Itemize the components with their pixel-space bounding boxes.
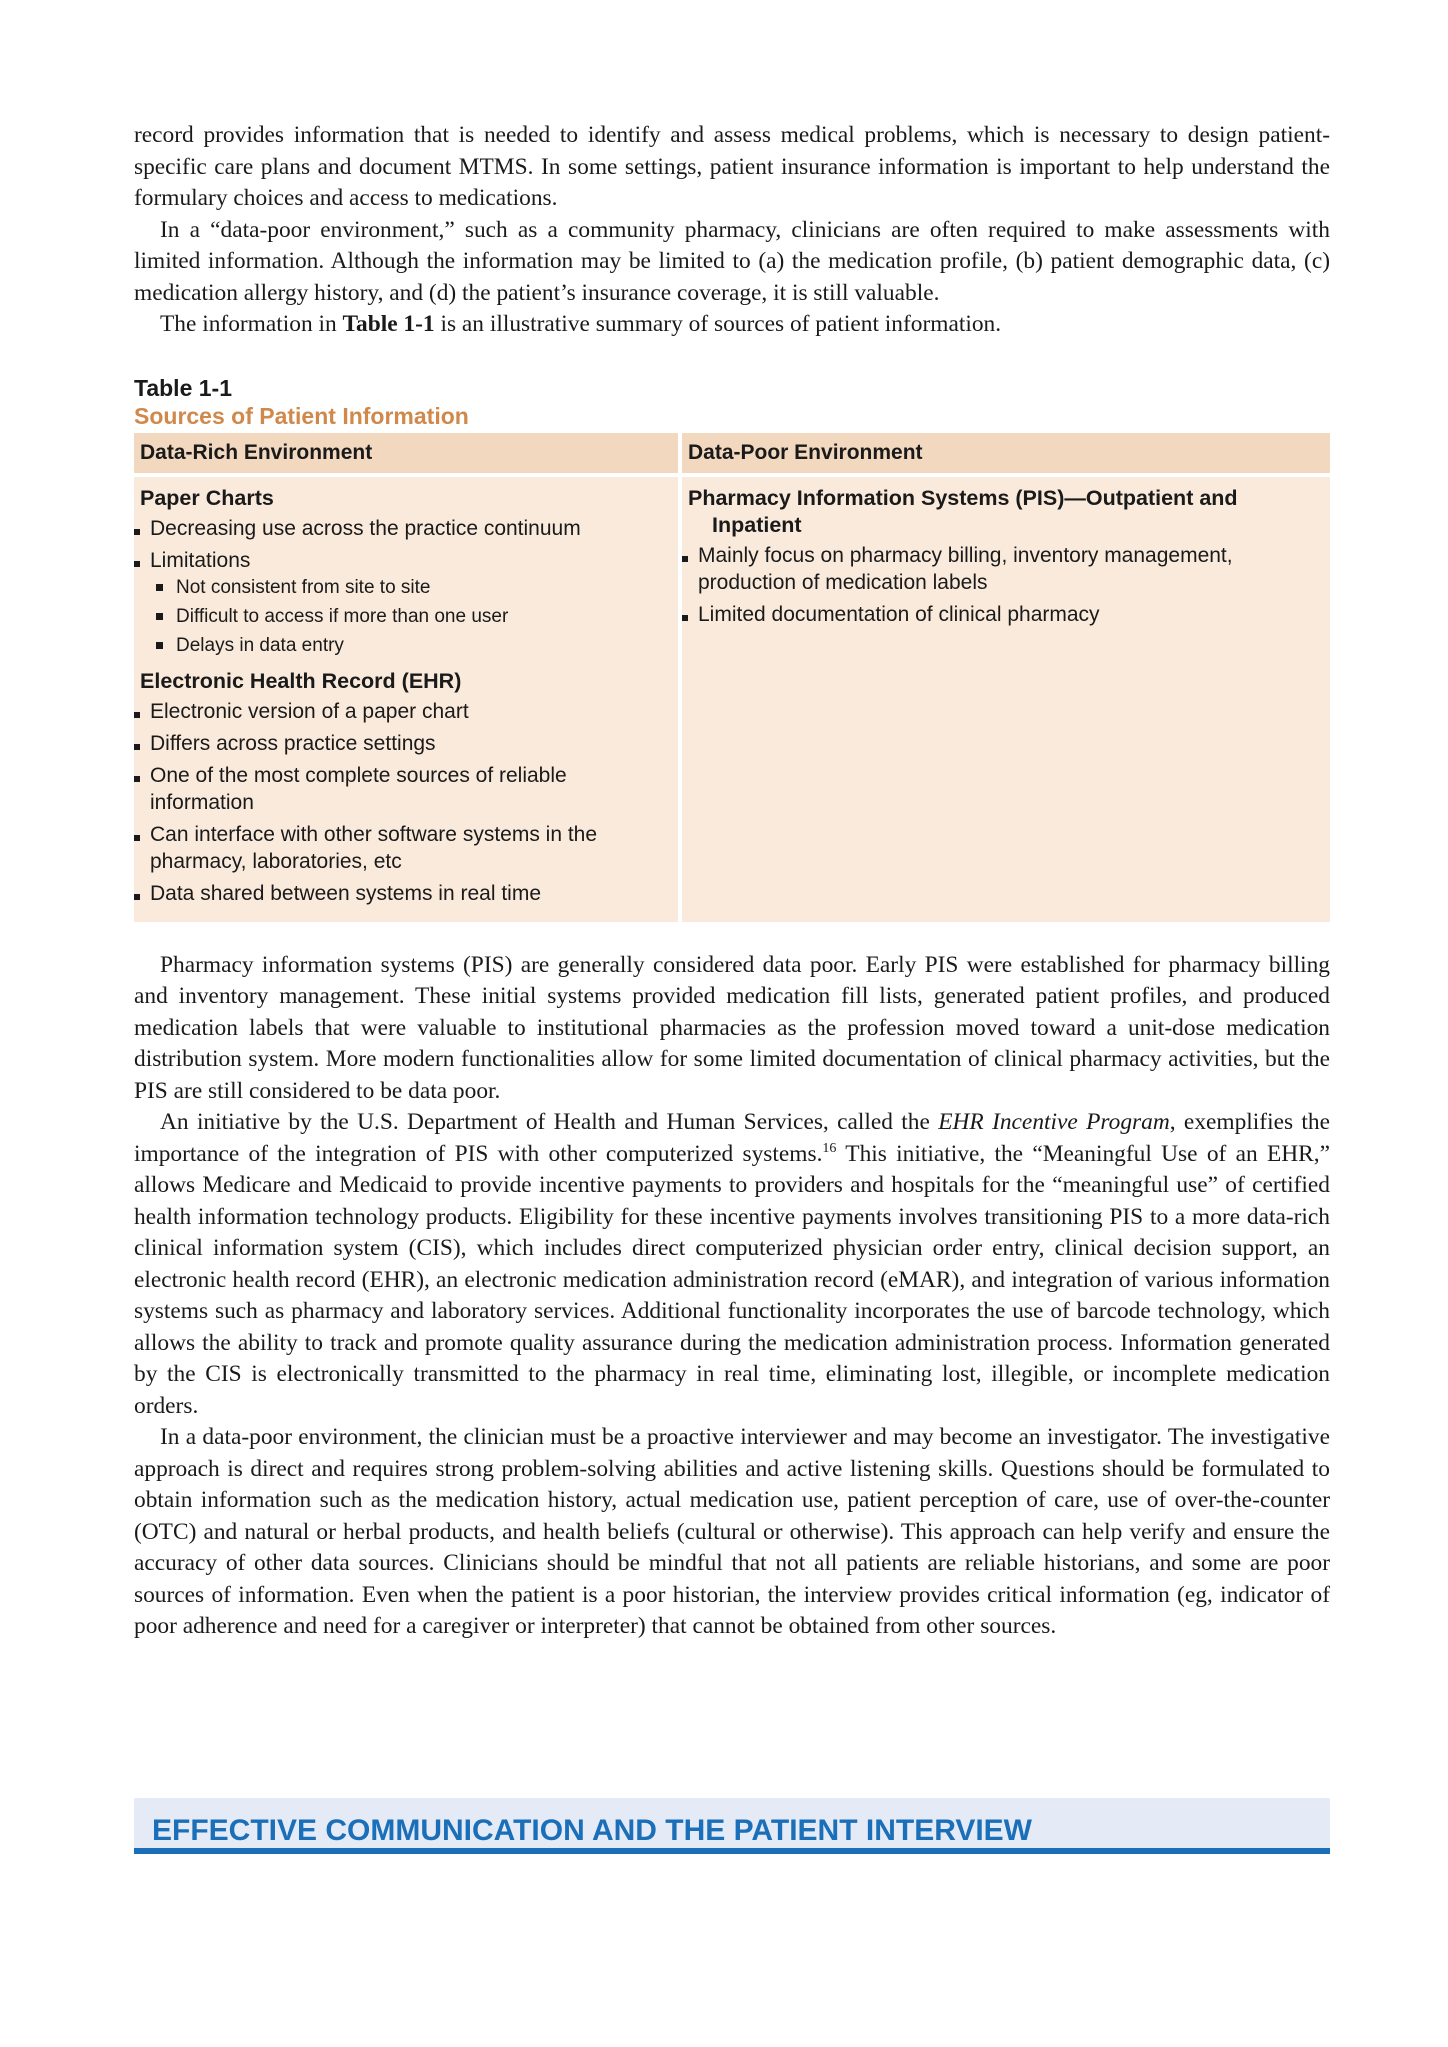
table-header-row xyxy=(134,433,1330,475)
list-item: Data shared between systems in real time xyxy=(134,880,672,907)
list-item-label: Limitations xyxy=(150,548,251,572)
intro-paragraph-2: In a “data-poor environment,” such as a community pharmacy, clinicians are often required to make assessments with limited information. Although the information may be limited to (a) the medication profile, (b) patient demographic data, (c) medication allergy history, and (d) the patient’s insurance coverage, it is still valuable. xyxy=(134,216,1330,306)
ehr-heading: Electronic Health Record (EHR) xyxy=(140,668,462,693)
data-poor-cell xyxy=(680,475,1330,922)
intro-p3-pre: The information in xyxy=(160,311,343,337)
paper-charts-heading: Paper Charts xyxy=(140,485,274,510)
section-heading-bar xyxy=(134,1798,1330,1854)
body-p2-mid: , exemplifies the importance of the integration of PIS with other computerized systems. xyxy=(134,1109,1330,1167)
table-title: Sources of Patient Information xyxy=(134,402,469,429)
list-item xyxy=(134,547,672,658)
body-paragraph-2 xyxy=(134,1107,1330,1422)
list-item: Mainly focus on pharmacy billing, inventory management, production of medication labels xyxy=(682,542,1324,596)
table-body-row xyxy=(134,475,1330,922)
program-name: EHR Incentive Program xyxy=(938,1109,1170,1135)
table-reference: Table 1-1 xyxy=(342,311,435,337)
page-content xyxy=(134,120,1330,1643)
list-item: Electronic version of a paper chart xyxy=(134,698,672,725)
paper-charts-list xyxy=(140,515,672,658)
sub-list-item: Delays in data entry xyxy=(136,634,672,658)
body-p2-post: This initiative, the “Meaningful Use of an EHR,” allows Medicare and Medicaid to provide incentive payments to providers and hospitals for the “meaningful use” of certified health information technology products. Eligibility for these incentive payments involves transitioning PIS to a more data-rich clinical information system (CIS), which includes direct computerized physician order entry, clinical decision support, an electronic health record (EHR), an electronic medication administration record (eMAR), and integration of various information systems such as pharmacy and laboratory services. Additional functionality incorporates the use of barcode technology, which allows the ability to track and promote quality assurance during the medication administration process. Information generated by the CIS is electronically transmitted to the pharmacy in real time, eliminating lost, illegible, or incomplete medication orders. xyxy=(134,1140,1330,1419)
ehr-list xyxy=(140,698,672,907)
data-rich-cell xyxy=(134,475,680,922)
sources-table xyxy=(134,433,1330,922)
sub-list-item: Difficult to access if more than one user xyxy=(136,605,672,629)
table-label: Table 1-1 xyxy=(134,374,232,401)
sub-list-item: Not consistent from site to site xyxy=(136,576,672,600)
list-item: Decreasing use across the practice continuum xyxy=(134,515,672,542)
list-item: One of the most complete sources of reliable information xyxy=(134,762,672,816)
pis-heading: Pharmacy Information Systems (PIS)—Outpatient and Inpatient xyxy=(688,485,1238,537)
body-paragraph-1: Pharmacy information systems (PIS) are generally considered data poor. Early PIS were established for pharmacy billing and inventory management. These initial systems provided medication fill lists, generated patient profiles, and produced medication labels that were valuable to institutional pharmacies as the profession moved toward a unit-dose medication distribution system. More modern functionalities allow for some limited documentation of clinical pharmacy activities, but the PIS are still considered to be data poor. xyxy=(134,951,1330,1104)
body-paragraph-3: In a data-poor environment, the clinician must be a proactive interviewer and may become an investigator. The investigative approach is direct and requires strong problem-solving abilities and active listening skills. Questions should be formulated to obtain information such as the medication history, actual medication use, patient perception of care, use of over-the-counter (OTC) and natural or herbal products, and health beliefs (cultural or otherwise). This approach can help verify and ensure the accuracy of other data sources. Clinicians should be mindful that not all patients are reliable historians, and some are poor sources of information. Even when the patient is a poor historian, the interview provides critical information (eg, indicator of poor adherence and need for a caregiver or interpreter) that cannot be obtained from other sources. xyxy=(134,1424,1330,1639)
intro-paragraph-1: record provides information that is needed to identify and assess medical problems, which is necessary to design patient-specific care plans and document MTMS. In some settings, patient insurance information is important to help understand the formulary choices and access to medications. xyxy=(134,122,1330,211)
list-item: Limited documentation of clinical pharmacy xyxy=(682,601,1324,628)
intro-p3-post: is an illustrative summary of sources of patient information. xyxy=(434,311,1002,337)
header-data-poor: Data-Poor Environment xyxy=(680,433,1330,475)
section-heading: EFFECTIVE COMMUNICATION AND THE PATIENT INTERVIEW xyxy=(152,1814,1032,1847)
reference-number: 16 xyxy=(822,1140,837,1156)
list-item: Can interface with other software systems in the pharmacy, laboratories, etc xyxy=(134,821,672,875)
header-data-rich: Data-Rich Environment xyxy=(134,433,680,475)
limitations-sublist xyxy=(150,576,672,658)
pis-list xyxy=(688,542,1324,628)
intro-paragraph-3 xyxy=(134,309,1330,341)
body-p2-pre: An initiative by the U.S. Department of Health and Human Services, called the xyxy=(160,1109,939,1135)
list-item: Differs across practice settings xyxy=(134,730,672,757)
